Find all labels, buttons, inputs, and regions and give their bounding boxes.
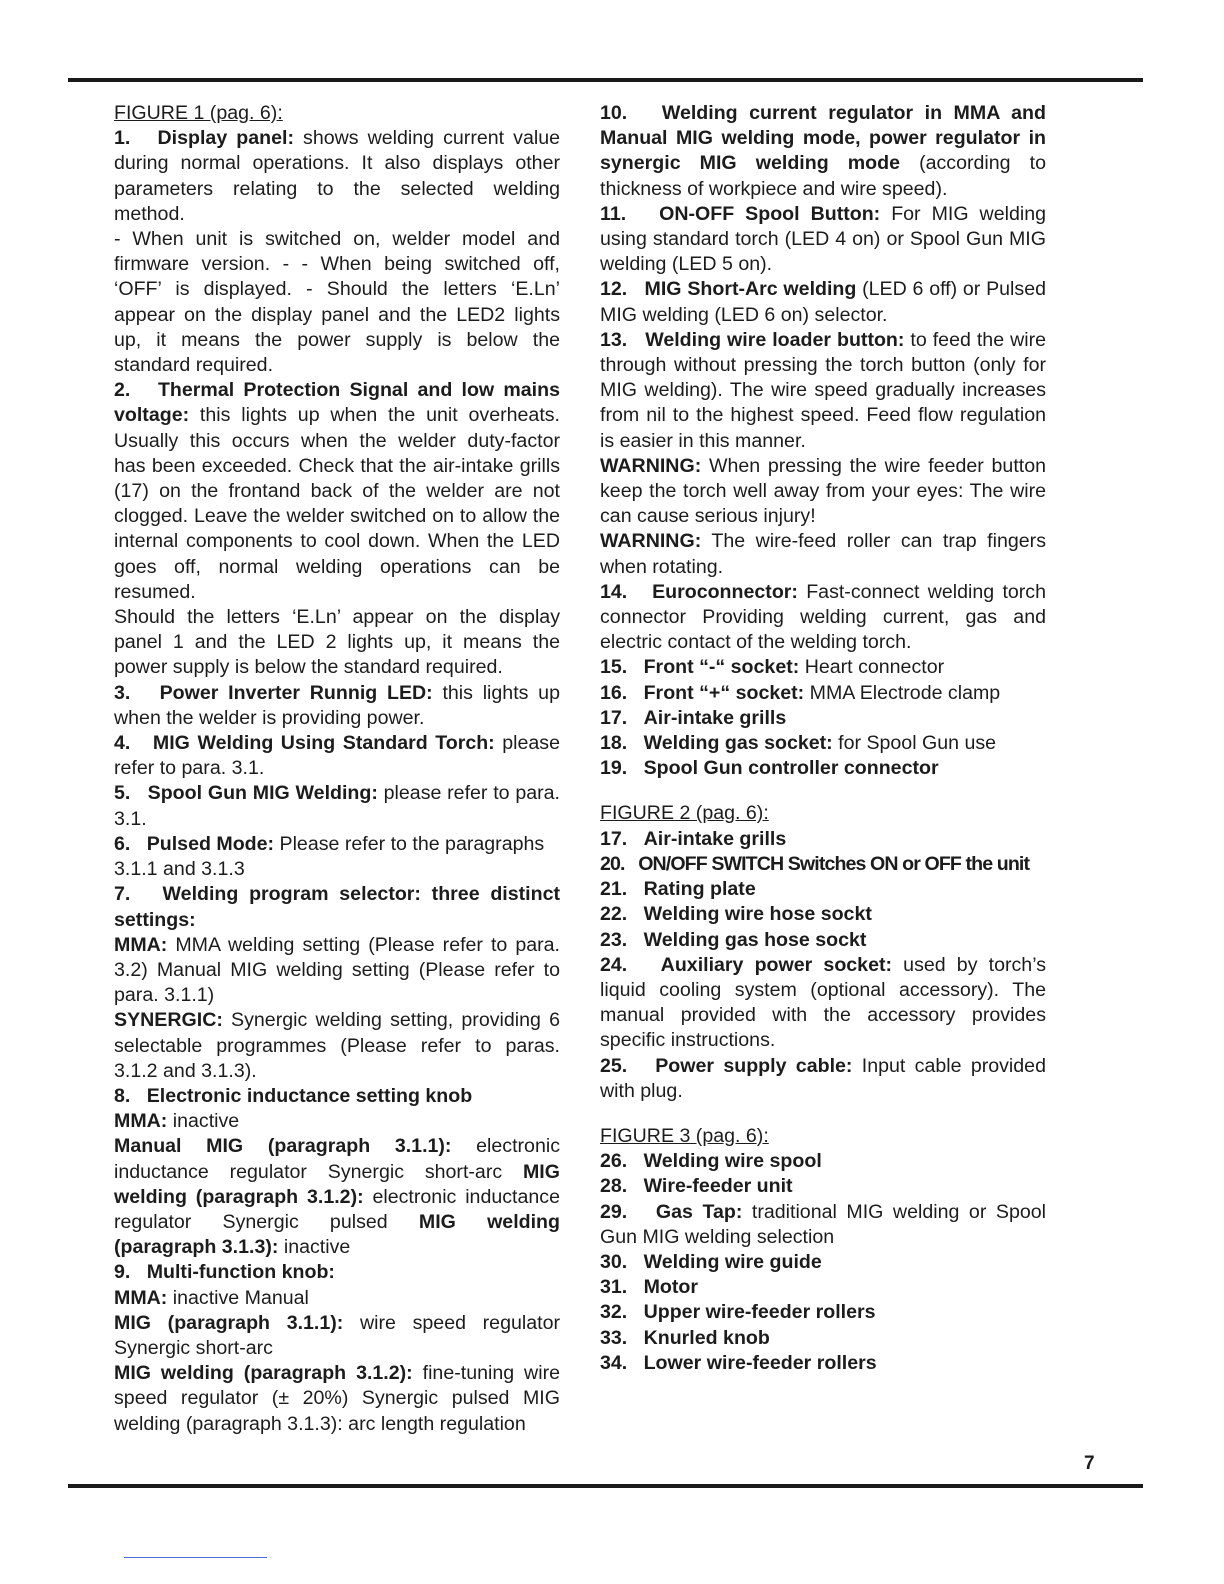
item-9-synergic: MIG welding (paragraph 3.1.2): fine-tuning wire speed regulator (± 20%) Synergic pulsed MIG welding (paragraph 3.1.3): arc length regulation: [114, 1362, 560, 1435]
fig2-item-20: 20. ON/OFF SWITCH Switches ON or OFF the unit: [600, 852, 1030, 875]
bottom-rule: [68, 1484, 1143, 1488]
fig2-item-17: 17. Air-intake grills: [600, 827, 787, 850]
page-number: 7: [1084, 1453, 1095, 1474]
item-19: 19. Spool Gun controller connector: [600, 757, 939, 780]
item-18: 18. Welding gas socket: for Spool Gun use: [600, 732, 997, 755]
figure-2-heading: FIGURE 2 (pag. 6):: [600, 802, 769, 825]
item-12: 12. MIG Short-Arc welding (LED 6 off) or Pulsed MIG welding (LED 6 on) selector.: [600, 278, 1047, 326]
item-1: 1. Display panel: shows welding current value during normal operations. It also displays other parameters relating to the selected welding method.: [114, 127, 560, 225]
spacer: [600, 781, 1046, 801]
item-8: 8. Electronic inductance setting knob: [114, 1084, 473, 1107]
item-15: 15. Front “-“ socket: Heart connector: [600, 656, 945, 679]
fig3-item-26: 26. Welding wire spool: [600, 1150, 822, 1173]
item-1-detail: - When unit is switched on, welder model and firmware version. - - When being switched off, ‘OFF’ is displayed. - Should the letters ‘E.Ln’ appear on the display panel and the LED2 lights up, it means the power supply is below the standard required.: [114, 228, 560, 377]
fig3-item-32: 32. Upper wire-feeder rollers: [600, 1301, 876, 1324]
item-9: 9. Multi-function knob:: [114, 1261, 335, 1284]
fig3-item-30: 30. Welding wire guide: [600, 1250, 822, 1273]
fig2-item-22: 22. Welding wire hose sockt: [600, 903, 872, 926]
item-9-manual: MIG (paragraph 3.1.1): wire speed regulator Synergic short-arc: [114, 1311, 560, 1359]
figure-1-heading: FIGURE 1 (pag. 6):: [114, 102, 283, 124]
fig3-item-28: 28. Wire-feeder unit: [600, 1175, 793, 1198]
fig3-item-34: 34. Lower wire-feeder rollers: [600, 1351, 877, 1374]
item-16: 16. Front “+“ socket: MMA Electrode clamp: [600, 681, 1001, 704]
item-13: 13. Welding wire loader button: to feed the wire through without pressing the torch button (only for MIG welding). The wire speed gradually increases from nil to the highest speed. Feed flow regulation is easier in this manner.: [600, 328, 1046, 452]
item-5: 5. Spool Gun MIG Welding: please refer to para. 3.1.: [114, 782, 560, 830]
item-8-detail: Manual MIG (paragraph 3.1.1): electronic inductance regulator Synergic short-arc MIG welding (paragraph 3.1.2): electronic inductance regulator Synergic pulsed MIG welding (paragraph 3.1.3): inactive: [114, 1135, 560, 1259]
footer-link-underline: [124, 1557, 267, 1558]
item-17: 17. Air-intake grills: [600, 706, 787, 729]
item-7-mma: MMA: MMA welding setting (Please refer to para. 3.2) Manual MIG welding setting (Please refer to para. 3.1.1): [114, 933, 560, 1007]
fig2-item-21: 21. Rating plate: [600, 878, 756, 901]
item-2: 2. Thermal Protection Signal and low mains voltage: this lights up when the unit overheats. Usually this occurs when the welder duty-factor has been exceeded. Check that the air-intake grills (17) on the frontand back of the welder are not clogged. Leave the welder switched on to allow the internal components to cool down. When the LED goes off, normal welding operations can be resumed.: [114, 379, 560, 603]
spacer: [600, 1104, 1046, 1124]
fig2-item-24: 24. Auxiliary power socket: used by torch’s liquid cooling system (optional accessory). The manual provided with the accessory provides specific instructions.: [600, 953, 1046, 1052]
fig2-item-23: 23. Welding gas hose sockt: [600, 928, 867, 951]
item-7: 7. Welding program selector: three distinct settings:: [114, 883, 560, 931]
item-8-mma: MMA: inactive: [114, 1110, 240, 1133]
fig3-item-33: 33. Knurled knob: [600, 1326, 770, 1349]
figure-3-heading: FIGURE 3 (pag. 6):: [600, 1124, 769, 1147]
fig3-item-31: 31. Motor: [600, 1276, 699, 1299]
item-2-detail: Should the letters ‘E.Ln’ appear on the display panel 1 and the LED 2 lights up, it means the power supply is below the standard required.: [114, 606, 560, 679]
item-7-synergic: SYNERGIC: Synergic welding setting, providing 6 selectable programmes (Please refer to paras. 3.1.2 and 3.1.3).: [114, 1009, 560, 1082]
item-14: 14. Euroconnector: Fast-connect welding torch connector Providing welding current, gas and electric contact of the welding torch.: [600, 580, 1046, 654]
left-column: [114, 101, 560, 1437]
warning-2: WARNING: The wire-feed roller can trap fingers when rotating.: [600, 530, 1046, 578]
warning-1: WARNING: When pressing the wire feeder button keep the torch well away from your eyes: The wire can cause serious injury!: [600, 454, 1046, 528]
right-column: [600, 101, 1046, 1376]
item-4: 4. MIG Welding Using Standard Torch: please refer to para. 3.1.: [114, 732, 560, 780]
item-10: 10. Welding current regulator in MMA and Manual MIG welding mode, power regulator in synergic MIG welding mode (according to thickness of workpiece and wire speed).: [600, 102, 1046, 200]
fig3-item-29: 29. Gas Tap: traditional MIG welding or Spool Gun MIG welding selection: [600, 1200, 1046, 1248]
item-3: 3. Power Inverter Runnig LED: this lights up when the welder is providing power.: [114, 681, 560, 729]
item-11: 11. ON-OFF Spool Button: For MIG welding using standard torch (LED 4 on) or Spool Gun MIG welding (LED 5 on).: [600, 202, 1046, 276]
item-9-mma: MMA: inactive Manual: [114, 1286, 309, 1309]
item-6: 6. Pulsed Mode: Please refer to the paragraphs 3.1.1 and 3.1.3: [114, 832, 545, 881]
fig2-item-25: 25. Power supply cable: Input cable provided with plug.: [600, 1054, 1046, 1102]
top-rule: [68, 78, 1143, 82]
